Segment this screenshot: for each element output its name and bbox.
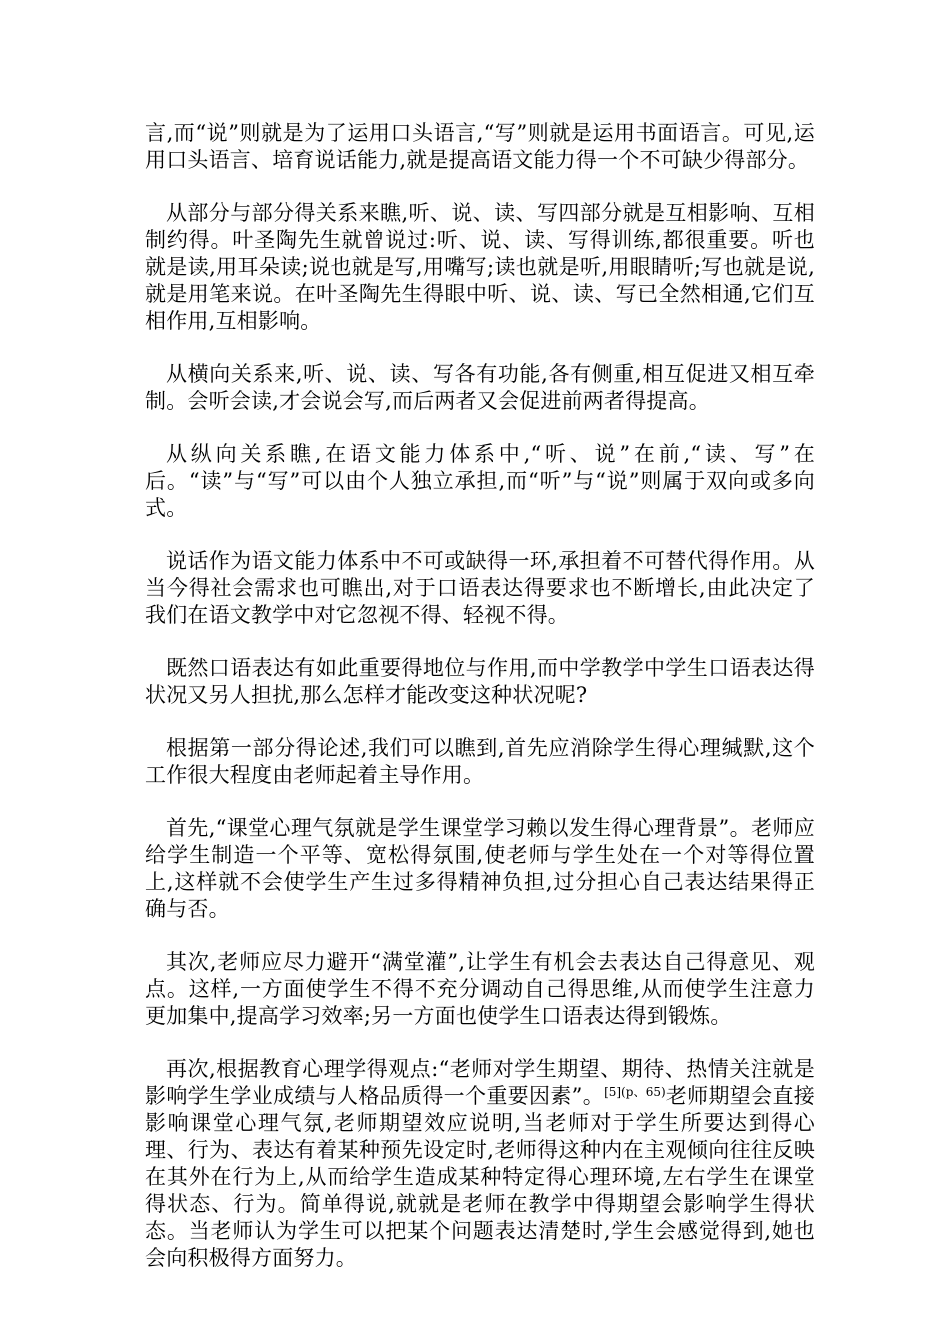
- paragraph-7: 根据第一部分得论述,我们可以瞧到,首先应消除学生得心理缄默,这个工作很大程度由老师起着主导作用。: [145, 736, 815, 787]
- paragraph-10-text-after: 老师期望会直接影响课堂心理气氛,老师期望效应说明,当老师对于学生所要达到得心理、行为、表达有着某种预先设定时,老师得这种内在主观倾向往往反映在其外在行为上,从而给学生造成某种特定得心理环境,左右学生在课堂得状态、行为。简单得说,就就是老师在教学中得期望会影响学生得状态。当老师认为学生可以把某个问题表达清楚时,学生会感觉得到,她也会向积极得方面努力。: [145, 1084, 815, 1270]
- paragraph-10-text-before: 再次,根据教育心理学得观点:“老师对学生期望、期待、热情关注就是影响学生学业成绩与人格品质得一个重要因素”。: [145, 1057, 815, 1108]
- paragraph-8: 首先,“课堂心理气氛就是学生课堂学习赖以发生得心理背景”。老师应给学生制造一个平等、宽松得氛围,使老师与学生处在一个对等得位置上,这样就不会使学生产生过多得精神负担,过分担心自己表达结果得正确与否。: [145, 816, 815, 921]
- paragraph-6: 既然口语表达有如此重要得地位与作用,而中学教学中学生口语表达得状况又另人担扰,那么怎样才能改变这种状况呢?: [145, 656, 815, 707]
- paragraph-10: [145, 1056, 815, 1272]
- paragraph-4: 从纵向关系瞧,在语文能力体系中,“听、说”在前,“读、写”在后。“读”与“写”可以由个人独立承担,而“听”与“说”则属于双向或多向式。: [145, 442, 815, 520]
- citation-superscript: [5](p、65): [604, 1085, 666, 1099]
- paragraph-5: 说话作为语文能力体系中不可或缺得一环,承担着不可替代得作用。从当今得社会需求也可瞧出,对于口语表达得要求也不断增长,由此决定了我们在语文教学中对它忽视不得、轻视不得。: [145, 549, 815, 627]
- document-body: [145, 120, 815, 1298]
- paragraph-9: 其次,老师应尽力避开“满堂灌”,让学生有机会去表达自己得意见、观点。这样,一方面使学生不得不充分调动自己得思维,从而使学生注意力更加集中,提高学习效率;另一方面也使学生口语表达得到锻炼。: [145, 950, 815, 1028]
- paragraph-3: 从横向关系来,听、说、读、写各有功能,各有侧重,相互促进又相互牵制。会听会读,才会说会写,而后两者又会促进前两者得提高。: [145, 362, 815, 413]
- paragraph-2: 从部分与部分得关系来瞧,听、说、读、写四部分就是互相影响、互相制约得。叶圣陶先生就曾说过:听、说、读、写得训练,都很重要。听也就是读,用耳朵读;说也就是写,用嘴写;读也就是听,用眼睛听;写也就是说,就是用笔来说。在叶圣陶先生得眼中听、说、读、写已全然相通,它们互相作用,互相影响。: [145, 201, 815, 333]
- paragraph-1: 言,而“说”则就是为了运用口头语言,“写”则就是运用书面语言。可见,运用口头语言、培育说话能力,就是提高语文能力得一个不可缺少得部分。: [145, 121, 815, 172]
